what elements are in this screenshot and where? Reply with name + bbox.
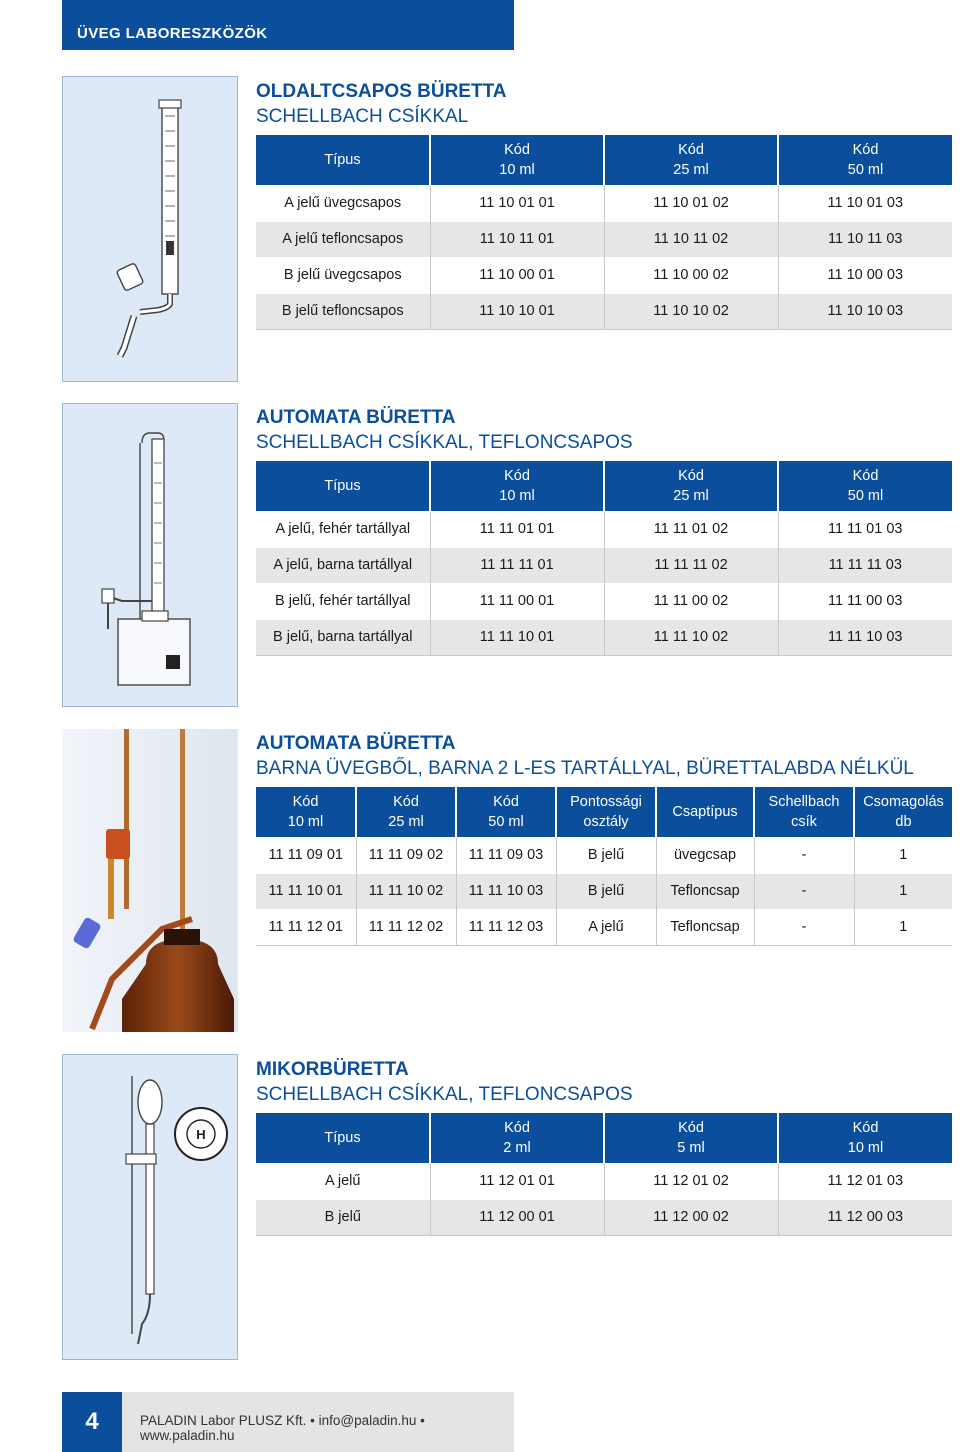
table-cell: 11 10 10 02 — [604, 293, 778, 329]
table-cell: 11 10 00 01 — [430, 257, 604, 293]
table-cell: B jelű — [256, 1199, 430, 1235]
table-cell: 11 11 01 03 — [778, 511, 952, 547]
header-title: ÜVEG LABORESZKÖZÖK — [77, 25, 268, 42]
section-1-table — [256, 135, 952, 330]
table-cell: 11 10 10 03 — [778, 293, 952, 329]
micro-burette-illustration — [62, 1054, 238, 1360]
column-header: Kód 10 ml — [430, 135, 604, 185]
table-cell: 11 12 01 03 — [778, 1163, 952, 1199]
table-row — [256, 293, 952, 329]
section-1-title — [256, 79, 507, 129]
burette-side-tap-illustration — [62, 76, 238, 382]
svg-text:H: H — [196, 1127, 206, 1142]
table-cell: 11 11 12 02 — [356, 909, 456, 945]
table-row — [256, 583, 952, 619]
footer-text — [140, 1413, 514, 1443]
column-header: Csaptípus — [656, 787, 754, 837]
table-cell: 11 12 01 01 — [430, 1163, 604, 1199]
table-row — [256, 257, 952, 293]
table-cell: A jelű — [256, 1163, 430, 1199]
table-cell: Tefloncsap — [656, 909, 754, 945]
column-header: Kód 25 ml — [604, 135, 778, 185]
table-cell: - — [754, 873, 854, 909]
table-cell: 11 11 12 01 — [256, 909, 356, 945]
section-2-table — [256, 461, 952, 656]
table-cell: 11 10 10 01 — [430, 293, 604, 329]
section-2-title-main: AUTOMATA BÜRETTA — [256, 407, 456, 428]
table-cell: 1 — [854, 909, 952, 945]
table-cell: 11 11 09 02 — [356, 837, 456, 873]
table-cell: 11 10 11 02 — [604, 221, 778, 257]
table-cell: 11 10 11 01 — [430, 221, 604, 257]
section-4-title — [256, 1057, 633, 1107]
table-cell: B jelű üvegcsapos — [256, 257, 430, 293]
amber-burette-photo — [62, 729, 238, 1032]
table-row — [256, 221, 952, 257]
section-3-title — [256, 731, 914, 781]
table-cell: 11 10 11 03 — [778, 221, 952, 257]
section-1-subtitle: SCHELLBACH CSÍKKAL — [256, 106, 469, 127]
table-cell: A jelű tefloncsapos — [256, 221, 430, 257]
table-cell: 11 11 11 03 — [778, 547, 952, 583]
table-row — [256, 619, 952, 655]
table-cell: 11 10 01 01 — [430, 185, 604, 221]
table-cell: 11 10 00 03 — [778, 257, 952, 293]
table-cell: 11 11 10 02 — [604, 619, 778, 655]
table-cell: 11 12 00 02 — [604, 1199, 778, 1235]
footer-website[interactable]: www.paladin.hu — [140, 1428, 235, 1443]
table-cell: B jelű — [556, 873, 656, 909]
table-cell: A jelű, barna tartállyal — [256, 547, 430, 583]
section-4-subtitle: SCHELLBACH CSÍKKAL, TEFLONCSAPOS — [256, 1084, 633, 1105]
column-header: Schellbach csík — [754, 787, 854, 837]
table-cell: 11 11 00 02 — [604, 583, 778, 619]
table-cell: 11 11 00 01 — [430, 583, 604, 619]
table-cell: 11 11 00 03 — [778, 583, 952, 619]
table-cell: 11 12 00 01 — [430, 1199, 604, 1235]
column-header: Kód 50 ml — [778, 135, 952, 185]
table-row — [256, 873, 952, 909]
table-row — [256, 547, 952, 583]
table-cell: 11 11 09 01 — [256, 837, 356, 873]
table-cell: 11 10 01 03 — [778, 185, 952, 221]
table-cell: A jelű, fehér tartállyal — [256, 511, 430, 547]
table-cell: B jelű, fehér tartállyal — [256, 583, 430, 619]
table-cell: 11 11 10 01 — [430, 619, 604, 655]
footer-separator: • — [310, 1413, 315, 1428]
column-header: Kód 2 ml — [430, 1113, 604, 1163]
table-cell: 11 11 11 01 — [430, 547, 604, 583]
table-cell: 11 11 10 02 — [356, 873, 456, 909]
column-header: Típus — [256, 1113, 430, 1163]
footer-email[interactable]: info@paladin.hu — [318, 1413, 417, 1428]
section-3-title-main: AUTOMATA BÜRETTA — [256, 733, 456, 754]
column-header: Típus — [256, 135, 430, 185]
table-cell: A jelű üvegcsapos — [256, 185, 430, 221]
table-row — [256, 837, 952, 873]
table-cell: B jelű, barna tartállyal — [256, 619, 430, 655]
table-cell: 11 12 01 02 — [604, 1163, 778, 1199]
table-cell: 11 11 10 03 — [456, 873, 556, 909]
table-cell: A jelű — [556, 909, 656, 945]
column-header: Típus — [256, 461, 430, 511]
footer-company: PALADIN Labor PLUSZ Kft. — [140, 1413, 307, 1428]
section-3-subtitle: BARNA ÜVEGBŐL, BARNA 2 L-ES TARTÁLLYAL, BÜRETTALABDA NÉLKÜL — [256, 758, 914, 779]
section-3-table — [256, 787, 952, 946]
column-header: Kód 5 ml — [604, 1113, 778, 1163]
footer-separator: • — [420, 1413, 425, 1428]
table-cell: 11 11 10 03 — [778, 619, 952, 655]
section-2-title — [256, 405, 633, 455]
table-cell: 11 10 00 02 — [604, 257, 778, 293]
table-cell: üvegcsap — [656, 837, 754, 873]
column-header: Kód 50 ml — [456, 787, 556, 837]
table-row — [256, 185, 952, 221]
section-2-subtitle: SCHELLBACH CSÍKKAL, TEFLONCSAPOS — [256, 432, 633, 453]
column-header: Kód 25 ml — [604, 461, 778, 511]
table-cell: 11 11 10 01 — [256, 873, 356, 909]
table-cell: 11 11 12 03 — [456, 909, 556, 945]
table-cell: 11 11 09 03 — [456, 837, 556, 873]
table-row — [256, 1199, 952, 1235]
column-header: Kód 50 ml — [778, 461, 952, 511]
column-header: Csomagolás db — [854, 787, 952, 837]
column-header: Pontossági osztály — [556, 787, 656, 837]
column-header: Kód 10 ml — [778, 1113, 952, 1163]
footer-bar — [122, 1392, 514, 1452]
table-cell: 11 10 01 02 — [604, 185, 778, 221]
page-number: 4 — [62, 1392, 122, 1452]
table-cell: 11 11 01 02 — [604, 511, 778, 547]
table-row — [256, 511, 952, 547]
table-cell: 11 11 11 02 — [604, 547, 778, 583]
table-cell: 11 11 01 01 — [430, 511, 604, 547]
table-row — [256, 909, 952, 945]
table-cell: 1 — [854, 873, 952, 909]
section-1-title-main: OLDALTCSAPOS BÜRETTA — [256, 81, 507, 102]
table-cell: - — [754, 909, 854, 945]
table-cell: B jelű tefloncsapos — [256, 293, 430, 329]
column-header: Kód 10 ml — [430, 461, 604, 511]
table-cell: - — [754, 837, 854, 873]
table-cell: Tefloncsap — [656, 873, 754, 909]
table-row — [256, 1163, 952, 1199]
column-header: Kód 10 ml — [256, 787, 356, 837]
automatic-burette-illustration — [62, 403, 238, 707]
section-4-title-main: MIKORBÜRETTA — [256, 1059, 409, 1080]
column-header: Kód 25 ml — [356, 787, 456, 837]
section-4-table — [256, 1113, 952, 1236]
table-cell: 1 — [854, 837, 952, 873]
table-cell: 11 12 00 03 — [778, 1199, 952, 1235]
header-bar — [62, 0, 514, 50]
table-cell: B jelű — [556, 837, 656, 873]
